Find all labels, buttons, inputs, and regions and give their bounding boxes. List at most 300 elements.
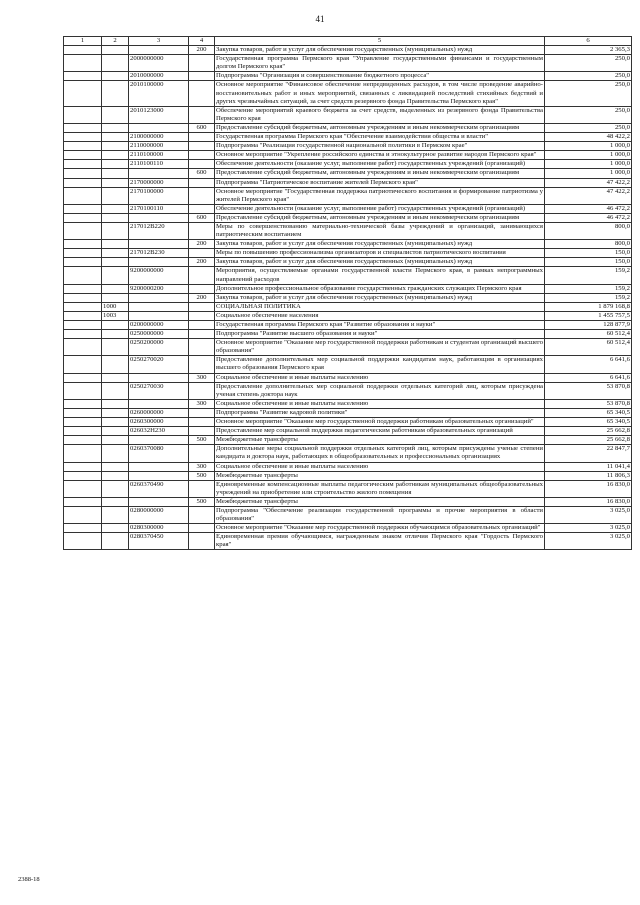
amount-cell: 11 041,4 — [545, 462, 632, 471]
table-header-row — [64, 37, 632, 46]
table-row — [64, 81, 632, 106]
table-row — [64, 356, 632, 373]
description-cell: Единовременные компенсационные выплаты педагогическим работникам муниципальных общеобразовательных учреждений на приобретение или строительство жилого помещения — [216, 480, 543, 496]
section-cell — [64, 533, 102, 550]
description-cell: Социальное обеспечение и иные выплаты населению — [215, 399, 545, 408]
description-cell: Подпрограмма "Развитие высшего образования и науки" — [215, 330, 545, 339]
column-header-2: 2 — [102, 37, 129, 46]
expense-type-cell — [189, 445, 215, 462]
subsection-cell — [102, 427, 129, 436]
description-cell: Меры по повышению профессионализма организаторов и специалистов патриотического воспитания — [215, 249, 545, 258]
section-cell — [64, 222, 102, 239]
amount-cell: 16 830,0 — [545, 497, 632, 506]
subsection-cell — [102, 169, 129, 178]
amount-cell: 159,2 — [545, 284, 632, 293]
target-article-cell — [129, 436, 189, 445]
description-cell: Подпрограмма "Развитие кадровой политики" — [215, 408, 545, 417]
amount-cell: 53 870,8 — [545, 382, 632, 399]
description-cell: Социальное обеспечение и иные выплаты населению — [215, 462, 545, 471]
expense-type-cell: 300 — [189, 462, 215, 471]
target-article-cell — [129, 373, 189, 382]
expense-type-cell — [189, 72, 215, 81]
target-article-cell: 2170100110 — [129, 204, 189, 213]
target-article-cell: 026032Н230 — [129, 427, 189, 436]
section-cell — [64, 330, 102, 339]
section-cell — [64, 240, 102, 249]
section-cell — [64, 339, 102, 356]
table-row — [64, 382, 632, 399]
expense-type-cell — [189, 151, 215, 160]
subsection-cell — [102, 480, 129, 497]
table-row — [64, 399, 632, 408]
subsection-cell: 1003 — [102, 311, 129, 320]
description-cell: Подпрограмма "Организация и совершенствование бюджетного процесса" — [215, 72, 545, 81]
amount-cell: 250,0 — [545, 81, 632, 106]
description-cell: Обеспечение деятельности (оказание услуг, выполнение работ) государственных учреждений (организаций) — [215, 160, 545, 169]
description-cell: Мероприятия, осуществляемые органами государственной власти Пермского края, в рамках непрограммных направлений расходов — [216, 267, 543, 283]
subsection-cell — [102, 533, 129, 550]
description-cell: Закупка товаров, работ и услуг для обеспечения государственных (муниципальных) нужд — [215, 293, 545, 302]
amount-cell: 60 512,4 — [545, 339, 632, 356]
column-header-5: 5 — [215, 37, 545, 46]
section-cell — [64, 187, 102, 204]
subsection-cell — [102, 160, 129, 169]
amount-cell: 1 455 757,5 — [545, 311, 632, 320]
subsection-cell — [102, 497, 129, 506]
amount-cell: 800,0 — [545, 222, 632, 239]
description-cell: Государственная программа Пермского края "Обеспечение взаимодействия общества и власти" — [215, 133, 545, 142]
subsection-cell — [102, 249, 129, 258]
target-article-cell: 2110000000 — [129, 142, 189, 151]
target-article-cell: 2110100000 — [129, 151, 189, 160]
section-cell — [64, 133, 102, 142]
section-cell — [64, 436, 102, 445]
expense-type-cell — [189, 339, 215, 356]
target-article-cell: 217012В230 — [129, 249, 189, 258]
table-row — [64, 142, 632, 151]
column-header-1: 1 — [64, 37, 102, 46]
subsection-cell — [102, 471, 129, 480]
target-article-cell — [129, 46, 189, 55]
description-cell: Подпрограмма "Патриотическое воспитание жителей Пермского края" — [215, 178, 545, 187]
description-cell: Подпрограмма "Обеспечение реализации государственной программы и прочие мероприятия в области образования" — [216, 506, 543, 523]
expense-type-cell — [189, 418, 215, 427]
expense-type-cell — [189, 106, 215, 123]
expense-type-cell — [189, 142, 215, 151]
target-article-cell — [129, 302, 189, 311]
subsection-cell — [102, 142, 129, 151]
description-cell: Подпрограмма "Реализация государственной национальной политики в Пермском крае" — [215, 142, 545, 151]
section-cell — [64, 293, 102, 302]
subsection-cell — [102, 72, 129, 81]
target-article-cell: 2170100000 — [129, 187, 189, 204]
description-cell: Межбюджетные трансферты — [215, 471, 545, 480]
target-article-cell: 2170000000 — [129, 178, 189, 187]
table-row — [64, 462, 632, 471]
amount-cell: 159,2 — [545, 267, 632, 284]
subsection-cell — [102, 524, 129, 533]
amount-cell: 46 472,2 — [545, 204, 632, 213]
amount-cell: 159,2 — [545, 293, 632, 302]
section-cell — [64, 373, 102, 382]
table-row — [64, 427, 632, 436]
target-article-cell: 0250270020 — [129, 356, 189, 373]
expense-type-cell: 600 — [189, 169, 215, 178]
table-row — [64, 240, 632, 249]
description-cell: Предоставление мер социальной поддержки педагогическим работникам образовательных организаций — [215, 427, 545, 436]
description-cell: Социальное обеспечение населения — [215, 311, 545, 320]
expense-type-cell — [189, 506, 215, 523]
expense-type-cell: 300 — [189, 373, 215, 382]
target-article-cell — [129, 169, 189, 178]
expense-type-cell — [189, 480, 215, 497]
section-cell — [64, 213, 102, 222]
target-article-cell: 9200000200 — [129, 284, 189, 293]
expense-type-cell — [189, 302, 215, 311]
table-row — [64, 213, 632, 222]
description-cell: Предоставление субсидий бюджетным, автономным учреждениям и иным некоммерческим организациям — [215, 213, 545, 222]
description-cell: Основное мероприятие "Финансовое обеспечение непредвиденных расходов, в том числе проведение аварийно-восстановительных работ и иных мероприятий, связанных с ликвидацией последствий стихийных бедствий и других чрезвычайных ситуаций, за счет средств резервного фонда Правительства Пермского края" — [216, 81, 543, 105]
table-row — [64, 284, 632, 293]
table-row — [64, 408, 632, 417]
amount-cell: 60 512,4 — [545, 330, 632, 339]
amount-cell: 6 641,6 — [545, 356, 632, 373]
subsection-cell — [102, 284, 129, 293]
description-cell: Единовременная премия обучающимся, награжденным знаком отличия Пермского края "Гордость Пермского края" — [216, 533, 543, 549]
description-cell: Закупка товаров, работ и услуг для обеспечения государственных (муниципальных) нужд — [215, 46, 545, 55]
table-row — [64, 373, 632, 382]
description-cell: Государственная программа Пермского края "Развитие образования и науки" — [215, 321, 545, 330]
section-cell — [64, 258, 102, 267]
table-row — [64, 222, 632, 239]
target-article-cell — [129, 240, 189, 249]
amount-cell: 128 877,9 — [545, 321, 632, 330]
expense-type-cell — [189, 382, 215, 399]
description-cell: Социальное обеспечение и иные выплаты населению — [215, 373, 545, 382]
expense-type-cell — [189, 187, 215, 204]
amount-cell: 150,0 — [545, 249, 632, 258]
subsection-cell — [102, 382, 129, 399]
expense-type-cell: 300 — [189, 399, 215, 408]
table-row — [64, 293, 632, 302]
expense-type-cell: 600 — [189, 123, 215, 132]
subsection-cell — [102, 106, 129, 123]
subsection-cell — [102, 187, 129, 204]
column-header-4: 4 — [189, 37, 215, 46]
target-article-cell: 0280370450 — [129, 533, 189, 550]
table-row — [64, 106, 632, 123]
target-article-cell: 0260300000 — [129, 418, 189, 427]
expense-type-cell: 200 — [189, 293, 215, 302]
amount-cell: 2 365,3 — [545, 46, 632, 55]
section-cell — [64, 46, 102, 55]
description-cell: Меры по совершенствованию материально-технической базы учреждений и организаций, занимающихся патриотическим воспитанием — [216, 222, 543, 239]
table-body — [64, 46, 632, 550]
amount-cell: 47 422,2 — [545, 178, 632, 187]
section-cell — [64, 81, 102, 106]
subsection-cell — [102, 330, 129, 339]
amount-cell: 800,0 — [545, 240, 632, 249]
amount-cell: 22 847,7 — [545, 445, 632, 462]
section-cell — [64, 471, 102, 480]
description-cell: Обеспечение деятельности (оказание услуг, выполнение работ) государственных учреждений (организаций) — [215, 204, 545, 213]
target-article-cell: 2010123000 — [129, 106, 189, 123]
table-row — [64, 46, 632, 55]
section-cell — [64, 524, 102, 533]
target-article-cell: 0250200000 — [129, 339, 189, 356]
table-row — [64, 339, 632, 356]
section-cell — [64, 427, 102, 436]
table-row — [64, 436, 632, 445]
expense-type-cell — [189, 133, 215, 142]
subsection-cell — [102, 222, 129, 239]
subsection-cell — [102, 339, 129, 356]
amount-cell: 65 340,5 — [545, 408, 632, 417]
amount-cell: 1 000,0 — [545, 151, 632, 160]
amount-cell: 6 641,6 — [545, 373, 632, 382]
description-cell: Закупка товаров, работ и услуг для обеспечения государственных (муниципальных) нужд — [215, 258, 545, 267]
subsection-cell — [102, 293, 129, 302]
budget-table — [63, 36, 632, 550]
table-row — [64, 169, 632, 178]
section-cell — [64, 284, 102, 293]
target-article-cell: 9200000000 — [129, 267, 189, 284]
table-row — [64, 123, 632, 132]
column-header-6: 6 — [545, 37, 632, 46]
target-article-cell: 2010100000 — [129, 81, 189, 106]
amount-cell: 150,0 — [545, 258, 632, 267]
section-cell — [64, 267, 102, 284]
table-row — [64, 267, 632, 284]
target-article-cell: 0250000000 — [129, 330, 189, 339]
description-cell: Основное мероприятие "Укрепление российского единства и этнокультурное развитие народов Пермского края" — [215, 151, 545, 160]
subsection-cell — [102, 133, 129, 142]
amount-cell: 48 422,2 — [545, 133, 632, 142]
description-cell: Основное мероприятие "Оказание мер государственной поддержки работникам образовательных организаций" — [215, 418, 545, 427]
table-row — [64, 418, 632, 427]
amount-cell: 250,0 — [545, 106, 632, 123]
section-cell — [64, 249, 102, 258]
amount-cell: 250,0 — [545, 72, 632, 81]
expense-type-cell — [189, 160, 215, 169]
target-article-cell: 2000000000 — [129, 55, 189, 72]
target-article-cell — [129, 293, 189, 302]
amount-cell: 3 025,0 — [545, 506, 632, 523]
amount-cell: 3 025,0 — [545, 524, 632, 533]
section-cell — [64, 169, 102, 178]
section-cell — [64, 356, 102, 373]
target-article-cell: 0260000000 — [129, 408, 189, 417]
amount-cell: 47 422,2 — [545, 187, 632, 204]
section-cell — [64, 382, 102, 399]
target-article-cell: 0260370080 — [129, 445, 189, 462]
target-article-cell: 0260370490 — [129, 480, 189, 497]
description-cell: Основное мероприятие "Оказание мер государственной поддержки работникам и студентам организаций высшего образования" — [216, 339, 543, 355]
section-cell — [64, 445, 102, 462]
subsection-cell — [102, 418, 129, 427]
subsection-cell — [102, 258, 129, 267]
table-row — [64, 72, 632, 81]
target-article-cell: 2010000000 — [129, 72, 189, 81]
section-cell — [64, 160, 102, 169]
section-cell — [64, 480, 102, 497]
table-row — [64, 187, 632, 204]
target-article-cell — [129, 462, 189, 471]
expense-type-cell — [189, 178, 215, 187]
amount-cell: 1 000,0 — [545, 142, 632, 151]
target-article-cell: 2100000000 — [129, 133, 189, 142]
section-cell — [64, 408, 102, 417]
page-number: 41 — [315, 14, 325, 24]
subsection-cell — [102, 55, 129, 72]
amount-cell: 250,0 — [545, 55, 632, 72]
subsection-cell — [102, 506, 129, 523]
subsection-cell — [102, 151, 129, 160]
table-row — [64, 524, 632, 533]
subsection-cell — [102, 321, 129, 330]
description-cell: Предоставление субсидий бюджетным, автономным учреждениям и иным некоммерческим организациям — [215, 169, 545, 178]
description-cell: Основное мероприятие "Государственная поддержка патриотического воспитания и формирование патриотизма у жителей Пермского края" — [216, 187, 543, 203]
table-row — [64, 471, 632, 480]
description-cell: Межбюджетные трансферты — [215, 497, 545, 506]
table-row — [64, 533, 632, 550]
target-article-cell: 2110100110 — [129, 160, 189, 169]
section-cell — [64, 204, 102, 213]
expense-type-cell — [189, 321, 215, 330]
section-cell — [64, 462, 102, 471]
subsection-cell — [102, 399, 129, 408]
section-cell — [64, 399, 102, 408]
section-cell — [64, 178, 102, 187]
expense-type-cell — [189, 356, 215, 373]
amount-cell: 1 000,0 — [545, 160, 632, 169]
amount-cell: 46 472,2 — [545, 213, 632, 222]
table-row — [64, 321, 632, 330]
description-cell: СОЦИАЛЬНАЯ ПОЛИТИКА — [215, 302, 545, 311]
amount-cell: 1 000,0 — [545, 169, 632, 178]
table-row — [64, 133, 632, 142]
description-cell: Государственная программа Пермского края "Управление государственными финансами и государственным долгом Пермского края" — [216, 55, 543, 71]
subsection-cell — [102, 408, 129, 417]
table-row — [64, 506, 632, 523]
expense-type-cell — [189, 533, 215, 550]
expense-type-cell — [189, 524, 215, 533]
section-cell — [64, 55, 102, 72]
description-cell: Предоставление дополнительных мер социальной поддержки кандидатам наук, работающим в организациях высшего образования Пермского края — [216, 356, 543, 372]
expense-type-cell — [189, 249, 215, 258]
target-article-cell — [129, 497, 189, 506]
expense-type-cell — [189, 204, 215, 213]
expense-type-cell — [189, 408, 215, 417]
amount-cell: 11 806,3 — [545, 471, 632, 480]
amount-cell: 1 879 168,8 — [545, 302, 632, 311]
expense-type-cell: 600 — [189, 213, 215, 222]
table-row — [64, 178, 632, 187]
table-row — [64, 330, 632, 339]
description-cell: Межбюджетные трансферты — [215, 436, 545, 445]
expense-type-cell: 200 — [189, 46, 215, 55]
section-cell — [64, 106, 102, 123]
table-row — [64, 258, 632, 267]
target-article-cell: 0200000000 — [129, 321, 189, 330]
column-header-3: 3 — [129, 37, 189, 46]
section-cell — [64, 72, 102, 81]
subsection-cell — [102, 240, 129, 249]
expense-type-cell: 500 — [189, 497, 215, 506]
target-article-cell — [129, 213, 189, 222]
expense-type-cell — [189, 267, 215, 284]
description-cell: Предоставление дополнительных мер социальной поддержки отдельных категорий лиц, которым присуждена ученая степень доктора наук — [216, 382, 543, 398]
subsection-cell — [102, 81, 129, 106]
section-cell — [64, 311, 102, 320]
target-article-cell — [129, 399, 189, 408]
target-article-cell — [129, 311, 189, 320]
expense-type-cell: 200 — [189, 258, 215, 267]
subsection-cell — [102, 462, 129, 471]
expense-type-cell — [189, 330, 215, 339]
target-article-cell — [129, 123, 189, 132]
expense-type-cell: 500 — [189, 471, 215, 480]
subsection-cell — [102, 213, 129, 222]
section-cell — [64, 321, 102, 330]
target-article-cell: 217012В220 — [129, 222, 189, 239]
expense-type-cell — [189, 55, 215, 72]
section-cell — [64, 151, 102, 160]
description-cell: Предоставление субсидий бюджетным, автономным учреждениям и иным некоммерческим организациям — [215, 123, 545, 132]
table-row — [64, 204, 632, 213]
description-cell: Дополнительные меры социальной поддержки отдельных категорий лиц, которым присуждены ученые степени кандидата и доктора наук, работающих в общеобразовательных и профессиональных организациях — [216, 445, 543, 461]
subsection-cell — [102, 46, 129, 55]
expense-type-cell — [189, 222, 215, 239]
section-cell — [64, 302, 102, 311]
amount-cell: 53 870,8 — [545, 399, 632, 408]
section-cell — [64, 497, 102, 506]
expense-type-cell — [189, 81, 215, 106]
table-row — [64, 302, 632, 311]
amount-cell: 250,0 — [545, 123, 632, 132]
description-cell: Закупка товаров, работ и услуг для обеспечения государственных (муниципальных) нужд — [215, 240, 545, 249]
table-row — [64, 160, 632, 169]
table-row — [64, 445, 632, 462]
description-cell: Дополнительное профессиональное образование государственных гражданских служащих Пермского края — [215, 284, 545, 293]
expense-type-cell: 500 — [189, 436, 215, 445]
section-cell — [64, 123, 102, 132]
table-row — [64, 480, 632, 497]
target-article-cell — [129, 258, 189, 267]
description-cell: Основное мероприятие "Оказание мер государственной поддержки обучающимся образовательных организаций" — [215, 524, 545, 533]
expense-type-cell — [189, 284, 215, 293]
footer-code: 2388-18 — [18, 876, 40, 883]
table-row — [64, 497, 632, 506]
section-cell — [64, 506, 102, 523]
subsection-cell — [102, 267, 129, 284]
target-article-cell: 0250270030 — [129, 382, 189, 399]
table-row — [64, 151, 632, 160]
table-row — [64, 55, 632, 72]
amount-cell: 16 830,0 — [545, 480, 632, 497]
subsection-cell — [102, 204, 129, 213]
subsection-cell: 1000 — [102, 302, 129, 311]
amount-cell: 65 340,5 — [545, 418, 632, 427]
target-article-cell — [129, 471, 189, 480]
subsection-cell — [102, 178, 129, 187]
section-cell — [64, 142, 102, 151]
table-row — [64, 249, 632, 258]
subsection-cell — [102, 356, 129, 373]
subsection-cell — [102, 373, 129, 382]
description-cell: Обеспечение мероприятий краевого бюджета за счет средств, выделенных из резервного фонда Правительства Пермского края — [216, 106, 543, 122]
subsection-cell — [102, 445, 129, 462]
